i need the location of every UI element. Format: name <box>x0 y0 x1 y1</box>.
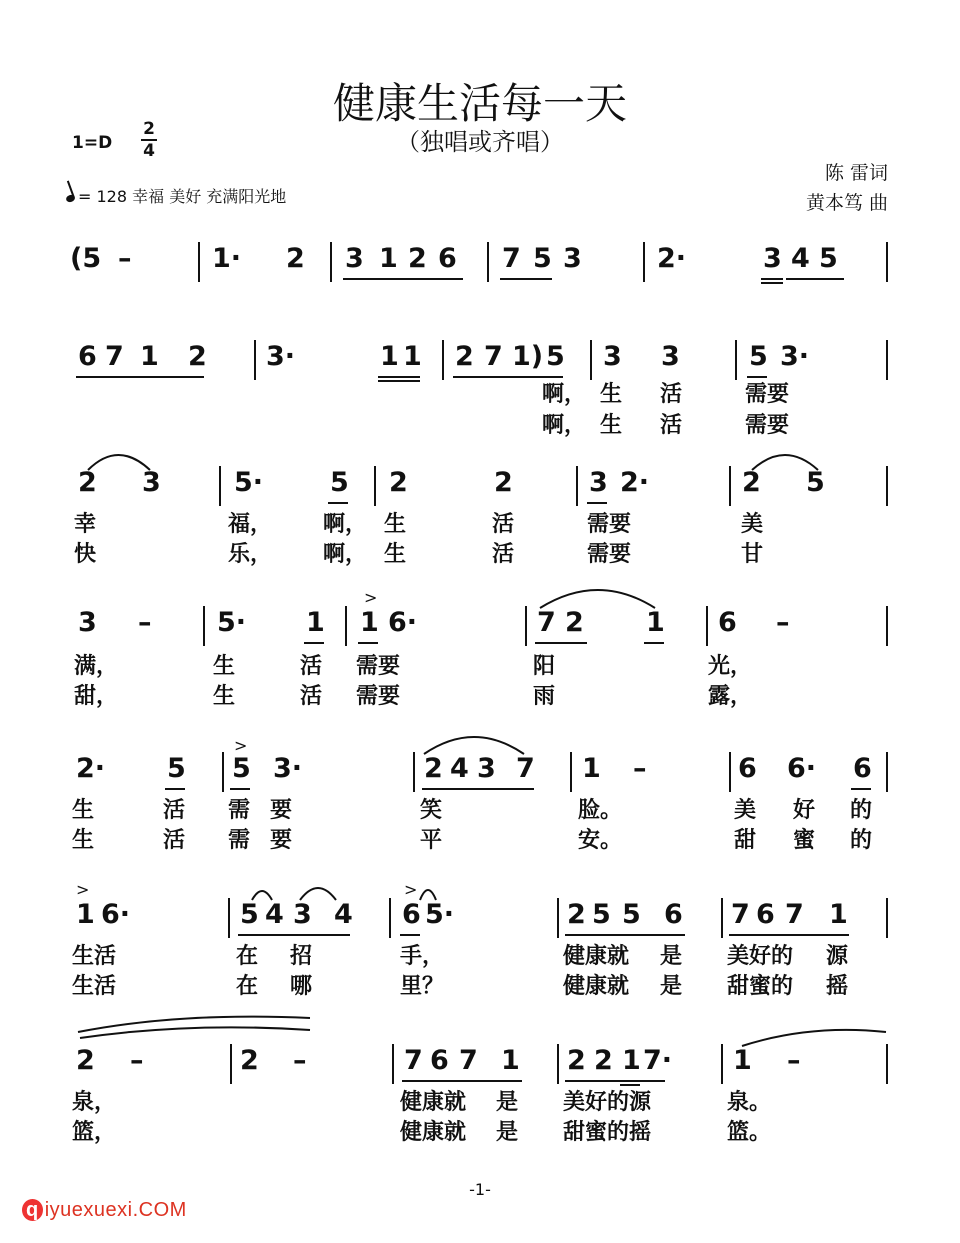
barline <box>643 242 645 282</box>
note: – <box>787 1045 801 1076</box>
note: 2 <box>76 1045 95 1076</box>
underline <box>644 642 664 644</box>
lyric: 健康就 <box>563 944 630 969</box>
note: 1 <box>360 607 379 638</box>
lyric: 活 <box>163 798 186 823</box>
lyric: 招 <box>290 944 313 969</box>
note: (5 <box>70 243 102 274</box>
note: 3 <box>293 899 312 930</box>
lyric: 雨 <box>533 684 556 709</box>
barline <box>389 898 391 938</box>
barline <box>222 752 224 792</box>
lyric: 美 <box>741 512 764 537</box>
barline <box>392 1044 394 1084</box>
barline <box>442 340 444 380</box>
note: 1· <box>212 243 242 274</box>
note: 5 <box>546 341 565 372</box>
lyric: 活 <box>492 512 515 537</box>
quarter-note-icon <box>65 194 76 204</box>
underline <box>422 788 534 790</box>
note: 2 <box>424 753 443 784</box>
lyric: 活 <box>660 413 683 438</box>
note: 3· <box>266 341 296 372</box>
lyric: 需 <box>228 828 251 853</box>
accent-mark: > <box>76 880 90 899</box>
watermark-badge: q <box>22 1199 43 1221</box>
barline <box>570 752 572 792</box>
slur-marks <box>0 878 960 908</box>
lyricist-credit: 陈 雷词 <box>824 162 888 184</box>
lyric: 美好的 <box>727 944 794 969</box>
lyric: 生 <box>213 654 236 679</box>
underline <box>565 1080 665 1082</box>
underline <box>453 376 563 378</box>
note: 6 <box>78 341 97 372</box>
note: 7 <box>459 1045 478 1076</box>
note: 7 <box>404 1045 423 1076</box>
lyric: 手， <box>400 944 445 969</box>
note: 2 <box>494 467 513 498</box>
slur <box>88 455 150 470</box>
lyric: 在 <box>236 974 259 999</box>
note: 2· <box>657 243 687 274</box>
underline <box>328 502 348 504</box>
note: 5 <box>167 753 186 784</box>
lyric: 甜蜜的 <box>727 974 794 999</box>
lyric: 啊， <box>542 382 587 407</box>
note: 5 <box>533 243 552 274</box>
lyric: 健康就 <box>563 974 630 999</box>
barline <box>706 606 708 646</box>
barline <box>886 898 888 938</box>
note: 2 <box>567 1045 586 1076</box>
key-signature: 1=D <box>72 133 113 153</box>
note: 1 <box>582 753 601 784</box>
note: 1 <box>76 899 95 930</box>
barline <box>230 1044 232 1084</box>
barline <box>254 340 256 380</box>
note: 7 <box>731 899 750 930</box>
lyric: 健康就 <box>400 1120 467 1145</box>
lyric: 生 <box>384 512 407 537</box>
note: 3 <box>763 243 782 274</box>
lyric: 源 <box>826 944 849 969</box>
tie-marks <box>0 1010 960 1050</box>
note: 3· <box>273 753 303 784</box>
lyric: 幸 <box>74 512 97 537</box>
note: 1 <box>379 243 398 274</box>
note: 5 <box>806 467 825 498</box>
barline <box>345 606 347 646</box>
note: 5 <box>819 243 838 274</box>
barline <box>525 606 527 646</box>
lyric: 篮。 <box>727 1120 772 1145</box>
underline <box>565 934 685 936</box>
note: 6· <box>787 753 817 784</box>
song-subtitle: （独唱或齐唱） <box>396 128 564 156</box>
note: 6 <box>718 607 737 638</box>
barline <box>886 752 888 792</box>
note: 6 <box>756 899 775 930</box>
lyric: 活 <box>660 382 683 407</box>
note: 3 <box>345 243 364 274</box>
note: 5· <box>425 899 455 930</box>
barline <box>729 752 731 792</box>
barline <box>590 340 592 380</box>
lyric: 甜 <box>734 828 757 853</box>
note: 3 <box>603 341 622 372</box>
lyric: 需要 <box>356 654 401 679</box>
accent-mark: > <box>234 736 248 755</box>
note: 1 <box>733 1045 752 1076</box>
note: 2 <box>408 243 427 274</box>
barline <box>886 606 888 646</box>
lyric: 需要 <box>587 512 632 537</box>
lyric: 甜， <box>74 684 119 709</box>
lyric: 生 <box>72 828 95 853</box>
note: 4 <box>791 243 810 274</box>
underline <box>343 278 463 280</box>
note: 6 <box>438 243 457 274</box>
note: 2 <box>389 467 408 498</box>
note: 3 <box>661 341 680 372</box>
note: 5· <box>217 607 247 638</box>
lyric: 是 <box>660 974 683 999</box>
lyric: 生 <box>72 798 95 823</box>
note: 2 <box>286 243 305 274</box>
underline <box>761 278 783 280</box>
note: 3 <box>78 607 97 638</box>
note: 7 <box>105 341 124 372</box>
note: 2 <box>240 1045 259 1076</box>
lyric: 活 <box>300 654 323 679</box>
slur <box>540 590 655 608</box>
lyric: 泉。 <box>727 1090 772 1115</box>
note: – <box>118 243 132 274</box>
note: 2· <box>76 753 106 784</box>
lyric: 甜蜜的摇 <box>563 1120 652 1145</box>
lyric: 需要 <box>587 542 632 567</box>
note: 5 <box>330 467 349 498</box>
note: 1 <box>403 341 422 372</box>
underline <box>358 642 378 644</box>
barline <box>487 242 489 282</box>
lyric: 需要 <box>356 684 401 709</box>
accent-mark: > <box>404 880 418 899</box>
note: 4 <box>450 753 469 784</box>
lyric: 的 <box>850 798 873 823</box>
lyric: 福， <box>228 512 273 537</box>
note: 3 <box>563 243 582 274</box>
note: 7 <box>502 243 521 274</box>
note: – <box>633 753 647 784</box>
note: 5 <box>749 341 768 372</box>
lyric: 好 <box>793 798 816 823</box>
lyric: 脸。 <box>578 798 623 823</box>
lyric: 需要 <box>745 413 790 438</box>
underline <box>76 376 204 378</box>
barline <box>886 466 888 506</box>
note: 5 <box>622 899 641 930</box>
underline <box>587 502 607 504</box>
lyric: 需要 <box>745 382 790 407</box>
barline <box>228 898 230 938</box>
barline <box>374 466 376 506</box>
barline <box>198 242 200 282</box>
note: 1 <box>829 899 848 930</box>
note: 2 <box>567 899 586 930</box>
lyric: 泉， <box>72 1090 117 1115</box>
note: 2 <box>455 341 474 372</box>
watermark-text: iyuexuexi.COM <box>44 1199 187 1221</box>
note: 1 <box>306 607 325 638</box>
note: 3 <box>477 753 496 784</box>
time-top: 2 <box>143 119 155 139</box>
note: 2 <box>742 467 761 498</box>
watermark <box>22 1199 187 1222</box>
note: 3 <box>142 467 161 498</box>
underline <box>304 642 324 644</box>
underline <box>729 934 849 936</box>
underline <box>400 934 420 936</box>
lyric: 啊， <box>542 413 587 438</box>
lyric: 哪 <box>290 974 313 999</box>
note: 7 <box>484 341 503 372</box>
note: – <box>130 1045 144 1076</box>
note: 5 <box>592 899 611 930</box>
page-number: -1- <box>469 1180 491 1199</box>
underline <box>761 282 783 284</box>
lyric: 露， <box>708 684 753 709</box>
barline <box>721 898 723 938</box>
barline <box>557 898 559 938</box>
note: 7 <box>785 899 804 930</box>
lyric: 篮， <box>72 1120 117 1145</box>
song-title: 健康生活每一天 <box>332 79 627 128</box>
time-bottom: 4 <box>143 141 155 161</box>
note: 1 <box>501 1045 520 1076</box>
note: 2 <box>188 341 207 372</box>
underline <box>851 788 871 790</box>
note: 6 <box>738 753 757 784</box>
barline <box>330 242 332 282</box>
lyric: 生 <box>600 413 623 438</box>
lyric: 要 <box>270 828 293 853</box>
note: 2 <box>565 607 584 638</box>
note: 6 <box>853 753 872 784</box>
lyric: 安。 <box>578 828 623 853</box>
lyric: 生活 <box>72 944 117 969</box>
underline <box>378 380 420 382</box>
lyric: 里？ <box>400 974 445 999</box>
lyric: 美 <box>734 798 757 823</box>
note: 7 <box>537 607 556 638</box>
underline <box>230 788 250 790</box>
lyric: 乐， <box>228 542 273 567</box>
lyric: 活 <box>492 542 515 567</box>
note: – <box>776 607 790 638</box>
note: 2 <box>78 467 97 498</box>
underline <box>747 376 767 378</box>
barline <box>219 466 221 506</box>
lyric: 啊， <box>323 512 368 537</box>
time-signature <box>141 120 157 160</box>
lyric: 生 <box>600 382 623 407</box>
note: 1 <box>622 1045 641 1076</box>
barline <box>886 340 888 380</box>
lyric: 生 <box>213 684 236 709</box>
note: 5 <box>232 753 251 784</box>
lyric: 需 <box>228 798 251 823</box>
lyric: 的 <box>850 828 873 853</box>
note: 6· <box>388 607 418 638</box>
note: 6· <box>101 899 131 930</box>
note: 4 <box>265 899 284 930</box>
underline <box>165 788 185 790</box>
tie <box>742 1030 886 1046</box>
note: 7· <box>643 1045 673 1076</box>
tempo-marking <box>66 184 286 207</box>
note: 2· <box>620 467 650 498</box>
lyric: 生活 <box>72 974 117 999</box>
lyric: 生 <box>384 542 407 567</box>
note: 3 <box>589 467 608 498</box>
tempo-text: = 128 幸福 美好 充满阳光地 <box>78 187 287 206</box>
note: 6 <box>664 899 683 930</box>
underline <box>535 642 587 644</box>
lyric: 阳 <box>533 654 556 679</box>
lyric: 啊， <box>323 542 368 567</box>
lyric: 快 <box>74 542 97 567</box>
lyric: 满， <box>74 654 119 679</box>
barline <box>729 466 731 506</box>
underline <box>500 278 552 280</box>
note: 5· <box>234 467 264 498</box>
note: 1 <box>380 341 399 372</box>
lyric: 活 <box>163 828 186 853</box>
note: 1) <box>512 341 544 372</box>
barline <box>557 1044 559 1084</box>
tie <box>80 1027 310 1038</box>
barline <box>576 466 578 506</box>
underline <box>786 278 844 280</box>
barline <box>413 752 415 792</box>
note: 1 <box>646 607 665 638</box>
lyric: 甘 <box>741 542 764 567</box>
underline <box>402 1080 522 1082</box>
note: 1 <box>140 341 159 372</box>
underline <box>378 376 420 378</box>
tie <box>78 1017 310 1032</box>
lyric: 平 <box>420 828 443 853</box>
lyric: 活 <box>300 684 323 709</box>
lyric: 要 <box>270 798 293 823</box>
lyric: 在 <box>236 944 259 969</box>
lyric: 蜜 <box>793 828 816 853</box>
note: 7 <box>516 753 535 784</box>
underline <box>620 1084 640 1086</box>
slur <box>424 737 524 754</box>
barline <box>721 1044 723 1084</box>
underline <box>238 934 350 936</box>
lyric: 健康就 <box>400 1090 467 1115</box>
note: 5 <box>240 899 259 930</box>
note: 2 <box>594 1045 613 1076</box>
lyric: 是 <box>496 1090 519 1115</box>
note: – <box>138 607 152 638</box>
lyric: 是 <box>496 1120 519 1145</box>
note: 6 <box>430 1045 449 1076</box>
note: 6 <box>402 899 421 930</box>
lyric: 摇 <box>826 974 849 999</box>
barline <box>203 606 205 646</box>
note: 3· <box>780 341 810 372</box>
note: – <box>293 1045 307 1076</box>
barline <box>735 340 737 380</box>
lyric: 光， <box>708 654 753 679</box>
lyric: 是 <box>660 944 683 969</box>
barline <box>886 242 888 282</box>
composer-credit: 黄本笃 曲 <box>805 192 888 214</box>
lyric: 美好的源 <box>563 1090 652 1115</box>
note: 4 <box>334 899 353 930</box>
barline <box>886 1044 888 1084</box>
accent-mark: > <box>364 588 378 607</box>
lyric: 笑 <box>420 798 443 823</box>
